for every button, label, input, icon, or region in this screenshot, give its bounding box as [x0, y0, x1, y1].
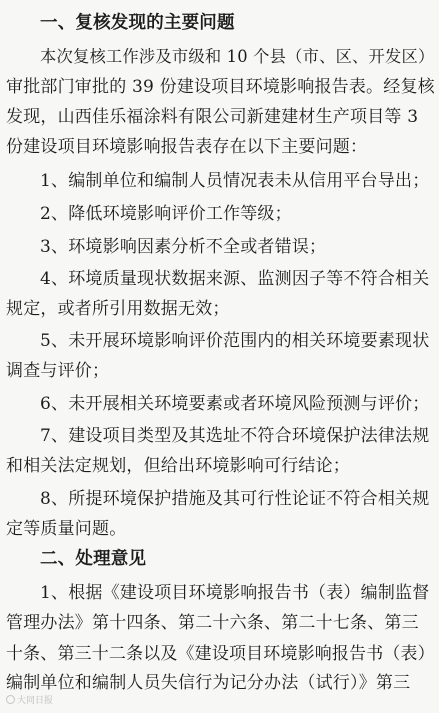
list-item-5-continued: 调查与评价；: [6, 361, 110, 381]
section-heading-2: 二、处理意见: [40, 549, 147, 569]
watermark: [6, 693, 53, 706]
paragraph-line: 审批部门审批的 39 份建设项目环境影响报告表。经复核: [6, 77, 435, 97]
watermark-logo-icon: [6, 695, 15, 704]
list-item-8: 8、所提环境保护措施及其可行性论证不符合相关规: [40, 489, 430, 509]
list-item-8-continued: 定等质量问题。: [6, 519, 127, 539]
list-item-5: 5、未开展环境影响评价范围内的相关环境要素现状: [40, 331, 430, 351]
watermark-text: 大同日报: [17, 696, 54, 706]
paragraph-line: 份建设项目环境影响报告表存在以下主要问题：: [6, 137, 368, 157]
paragraph-line: 发现，山西佳乐福涂料有限公司新建建材生产项目等 3: [6, 107, 419, 127]
section-heading-1: 一、复核发现的主要问题: [40, 13, 235, 33]
list-item-4: 4、环境质量现状数据来源、监测因子等不符合相关: [40, 269, 430, 289]
paragraph-line: 1、根据《建设项目环境影响报告书（表）编制监督: [40, 583, 430, 603]
paragraph-line: 十条、第三十二条以及《建设项目环境影响报告书（表）: [6, 643, 435, 663]
list-item-7-continued: 和相关法定规划，但给出环境影响可行结论；: [6, 456, 350, 476]
list-item-6: 6、未开展相关环境要素或者环境风险预测与评价；: [40, 394, 430, 414]
list-item-7: 7、建设项目类型及其选址不符合环境保护法律法规: [40, 426, 430, 446]
list-item-1: 1、编制单位和编制人员情况表未从信用平台导出；: [40, 171, 430, 191]
list-item-2: 2、降低环境影响评价工作等级；: [40, 204, 292, 224]
paragraph-line: 编制单位和编制人员失信行为记分办法（试行）》第三: [6, 673, 411, 693]
paragraph-line: 管理办法》第十四条、第二十六条、第二十七条、第三: [6, 613, 419, 633]
list-item-3: 3、环境影响因素分析不全或者错误；: [40, 237, 327, 257]
list-item-4-continued: 规定，或者所引用数据无效；: [6, 299, 230, 319]
paragraph-line: 本次复核工作涉及市级和 10 个县（市、区、开发区）: [40, 47, 435, 66]
